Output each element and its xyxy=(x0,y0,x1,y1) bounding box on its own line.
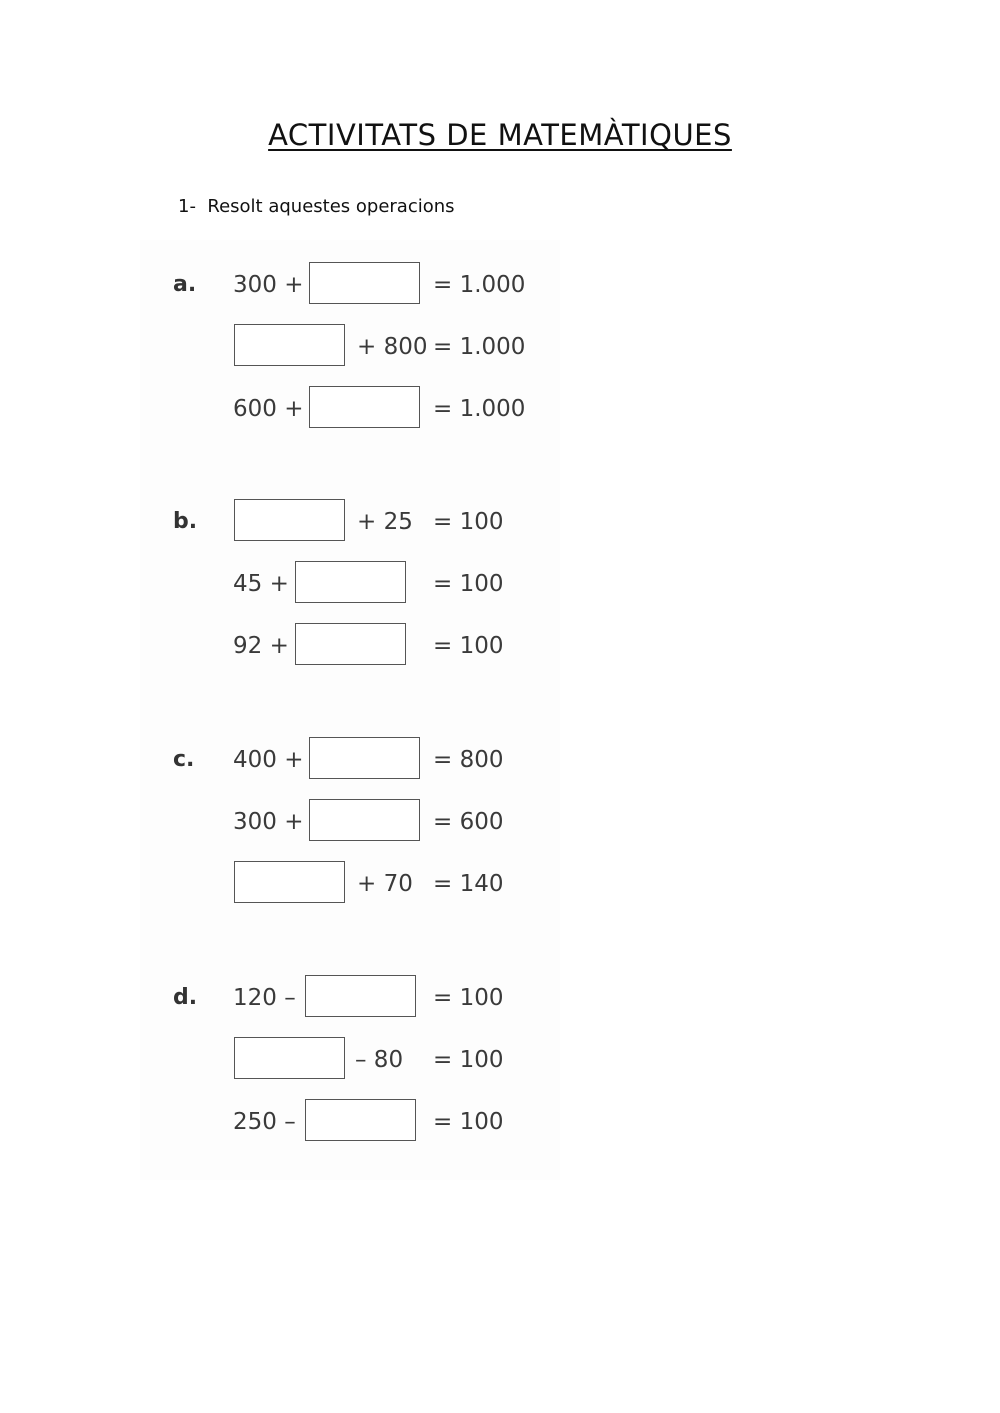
section-label-b: b. xyxy=(173,509,198,534)
equation-c2-right: = 600 xyxy=(433,809,504,835)
equation-c1-right: = 800 xyxy=(433,747,504,773)
equation-d1-left: 120 – xyxy=(233,985,296,1011)
equation-b2-left: 45 + xyxy=(233,571,289,597)
section-label-c: c. xyxy=(173,747,195,772)
section-label-a: a. xyxy=(173,272,197,297)
page-title: ACTIVITATS DE MATEMÀTIQUES xyxy=(268,118,732,152)
equation-a3-left: 600 + xyxy=(233,396,304,422)
equation-d2-right: = 100 xyxy=(433,1047,504,1073)
equation-d2-op: – 80 xyxy=(355,1047,404,1073)
equation-c2-left: 300 + xyxy=(233,809,304,835)
section-label-d: d. xyxy=(173,985,198,1010)
equation-b2-right: = 100 xyxy=(433,571,504,597)
answer-box-b3[interactable] xyxy=(295,623,406,665)
answer-box-c3[interactable] xyxy=(234,861,345,903)
equation-c3-right: = 140 xyxy=(433,871,504,897)
equation-b3-right: = 100 xyxy=(433,633,504,659)
instruction-text: 1- Resolt aquestes operacions xyxy=(178,196,455,217)
equation-d3-left: 250 – xyxy=(233,1109,296,1135)
equation-a1-right: = 1.000 xyxy=(433,272,526,298)
equation-b3-left: 92 + xyxy=(233,633,289,659)
equation-c3-op: + 70 xyxy=(357,871,413,897)
answer-box-b2[interactable] xyxy=(295,561,406,603)
exercise-area xyxy=(140,240,560,1180)
answer-box-a3[interactable] xyxy=(309,386,420,428)
answer-box-c2[interactable] xyxy=(309,799,420,841)
answer-box-b1[interactable] xyxy=(234,499,345,541)
equation-a1-left: 300 + xyxy=(233,272,304,298)
equation-d3-right: = 100 xyxy=(433,1109,504,1135)
answer-box-d1[interactable] xyxy=(305,975,416,1017)
answer-box-a1[interactable] xyxy=(309,262,420,304)
equation-d1-right: = 100 xyxy=(433,985,504,1011)
answer-box-d3[interactable] xyxy=(305,1099,416,1141)
equation-b1-op: + 25 xyxy=(357,509,413,535)
equation-a2-op: + 800 xyxy=(357,334,428,360)
equation-a2-right: = 1.000 xyxy=(433,334,526,360)
answer-box-a2[interactable] xyxy=(234,324,345,366)
equation-b1-right: = 100 xyxy=(433,509,504,535)
equation-a3-right: = 1.000 xyxy=(433,396,526,422)
equation-c1-left: 400 + xyxy=(233,747,304,773)
answer-box-d2[interactable] xyxy=(234,1037,345,1079)
answer-box-c1[interactable] xyxy=(309,737,420,779)
